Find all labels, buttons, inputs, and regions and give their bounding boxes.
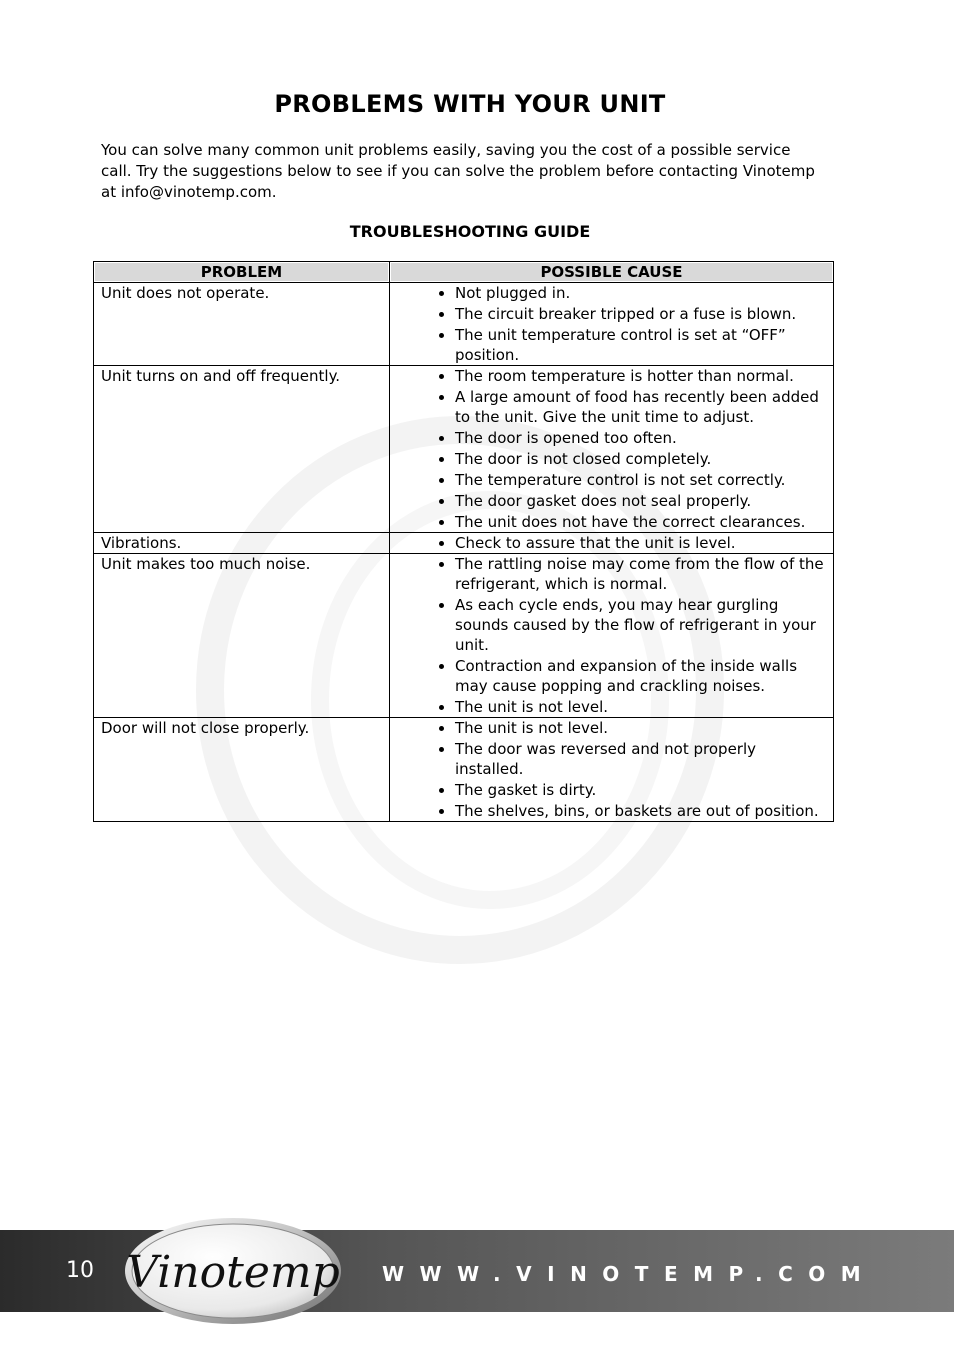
list-item: • The circuit breaker tripped or a fuse is blown. xyxy=(455,304,827,324)
causes-cell xyxy=(390,554,834,718)
page-title: PROBLEMS WITH YOUR UNIT xyxy=(274,90,666,118)
list-item: • A large amount of food has recently been added to the unit. Give the unit time to adjust. xyxy=(455,387,827,427)
list-item: • The door was reversed and not properly installed. xyxy=(455,739,827,779)
problem-column-header: PROBLEM xyxy=(94,262,390,283)
page-number: 10 xyxy=(66,1258,94,1283)
problem-cell: Unit makes too much noise. xyxy=(94,554,390,718)
list-item: • Not plugged in. xyxy=(455,283,827,303)
table-row xyxy=(94,533,834,554)
logo-wordmark: Vinotemp xyxy=(126,1247,340,1298)
list-item: • The room temperature is hotter than normal. xyxy=(455,366,827,386)
list-item: • The door is opened too often. xyxy=(455,428,827,448)
causes-cell xyxy=(390,283,834,366)
list-item: • Contraction and expansion of the inside walls may cause popping and crackling noises. xyxy=(455,656,827,696)
problem-cell: Vibrations. xyxy=(94,533,390,554)
causes-cell xyxy=(390,533,834,554)
list-item: • As each cycle ends, you may hear gurgling sounds caused by the flow of refrigerant in your unit. xyxy=(455,595,827,655)
problem-cell: Door will not close properly. xyxy=(94,718,390,822)
intro-paragraph: You can solve many common unit problems easily, saving you the cost of a possible service call. Try the suggestions below to see if you can solve the problem before contacting Vinotemp at info@vinotemp.com. xyxy=(101,141,815,201)
causes-cell xyxy=(390,718,834,822)
table-row xyxy=(94,554,834,718)
list-item: • The rattling noise may come from the flow of the refrigerant, which is normal. xyxy=(455,554,827,594)
table-row xyxy=(94,366,834,533)
website-url[interactable]: WWW.VINOTEMP.COM xyxy=(382,1262,877,1286)
list-item: • The shelves, bins, or baskets are out of position. xyxy=(455,801,827,821)
causes-cell xyxy=(390,366,834,533)
causes-list xyxy=(397,718,827,821)
troubleshooting-table xyxy=(93,261,834,822)
causes-list xyxy=(397,554,827,717)
list-item: • The unit temperature control is set at “OFF” position. xyxy=(455,325,827,365)
problem-cell: Unit does not operate. xyxy=(94,283,390,366)
list-item: • The unit is not level. xyxy=(455,718,827,738)
list-item: • The temperature control is not set correctly. xyxy=(455,470,827,490)
table-row xyxy=(94,718,834,822)
causes-list xyxy=(397,283,827,365)
problem-cell: Unit turns on and off frequently. xyxy=(94,366,390,533)
causes-list xyxy=(397,366,827,532)
list-item: • The door is not closed completely. xyxy=(455,449,827,469)
vinotemp-logo xyxy=(124,1217,342,1325)
list-item: • The unit does not have the correct clearances. xyxy=(455,512,827,532)
list-item: • The door gasket does not seal properly. xyxy=(455,491,827,511)
table-row xyxy=(94,283,834,366)
section-title: TROUBLESHOOTING GUIDE xyxy=(349,222,591,241)
table-header-row xyxy=(94,262,834,283)
causes-list xyxy=(397,533,827,553)
list-item: • The gasket is dirty. xyxy=(455,780,827,800)
list-item: • The unit is not level. xyxy=(455,697,827,717)
list-item: • Check to assure that the unit is level. xyxy=(455,533,827,553)
cause-column-header: POSSIBLE CAUSE xyxy=(390,262,834,283)
